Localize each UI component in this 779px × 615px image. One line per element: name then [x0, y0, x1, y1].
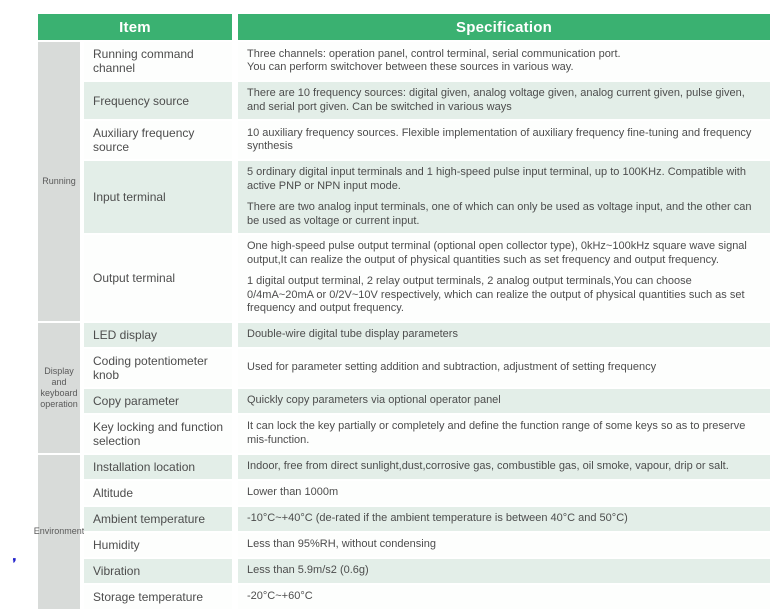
item-label: Vibration — [93, 563, 141, 578]
item-label: Output terminal — [93, 270, 176, 285]
item-cell — [84, 415, 232, 453]
spec-cell — [238, 323, 770, 347]
item-cell — [84, 585, 232, 609]
table-row — [84, 389, 770, 413]
item-label: Installation location — [93, 459, 196, 474]
spec-cell — [238, 585, 770, 609]
item-label: Humidity — [93, 537, 140, 552]
spec-text: You can perform switchover between these sources in various way. — [247, 61, 574, 73]
header-cell-item: Item — [38, 14, 232, 40]
group-rows-running — [84, 42, 770, 321]
item-label: Ambient temperature — [93, 511, 206, 526]
spec-cell — [238, 161, 770, 233]
table-row — [84, 161, 770, 233]
table-row — [84, 507, 770, 531]
item-cell — [84, 42, 232, 80]
item-label: Altitude — [93, 485, 134, 500]
item-label: Copy parameter — [93, 393, 180, 408]
spec-text: -20°C~+60°C — [247, 589, 313, 602]
item-cell — [84, 82, 232, 119]
spec-text: Lower than 1000m — [247, 485, 339, 498]
spec-text: Used for parameter setting addition and subtraction, adjustment of setting frequency — [247, 360, 657, 373]
group-rows-environment — [84, 455, 770, 609]
table-row — [84, 82, 770, 119]
table-header-row — [38, 14, 770, 40]
item-cell — [84, 481, 232, 505]
table-row — [84, 42, 770, 80]
spec-cell — [238, 533, 770, 557]
item-label: LED display — [93, 327, 158, 342]
group-section-display-keyboard — [38, 323, 770, 453]
spec-cell — [238, 82, 770, 119]
spec-cell — [238, 349, 770, 387]
spec-text: Less than 5.9m/s2 (0.6g) — [247, 563, 369, 576]
group-label-running: Running — [38, 42, 80, 321]
item-cell — [84, 507, 232, 531]
group-rows-display-keyboard — [84, 323, 770, 453]
item-cell — [84, 349, 232, 387]
spec-cell — [238, 121, 770, 159]
spec-text: -10°C~+40°C (de-rated if the ambient temperature is between 40°C and 50°C) — [247, 511, 628, 524]
table-row — [84, 585, 770, 609]
item-cell — [84, 533, 232, 557]
item-label: Key locking and function selection — [93, 419, 224, 448]
table-row — [84, 349, 770, 387]
table-row — [84, 121, 770, 159]
spec-text: Less than 95%RH, without condensing — [247, 537, 436, 550]
spec-text: 5 ordinary digital input terminals and 1 high-speed pulse input terminal, up to 100KHz. Compatible with active PNP or NPN input mode. — [247, 166, 746, 192]
spec-text: 10 auxiliary frequency sources. Flexible implementation of auxiliary frequency fine-tuning and frequency synthesis — [247, 126, 752, 152]
spec-cell — [238, 481, 770, 505]
item-cell — [84, 161, 232, 233]
item-label: Coding potentiometer knob — [93, 353, 208, 382]
group-section-environment — [33, 455, 770, 609]
spec-text: Three channels: operation panel, control terminal, serial communication port. — [247, 47, 621, 60]
spec-text: Quickly copy parameters via optional operator panel — [247, 393, 501, 406]
spec-text: 1 digital output terminal, 2 relay output terminals, 2 analog output terminals,You can choose 0/4mA~20mA or 0/2V~10V respectively, which can realize the output of physical quantities such as set frequency and output frequency. — [247, 275, 745, 314]
item-cell — [84, 235, 232, 321]
item-label: Frequency source — [93, 93, 190, 108]
item-cell — [84, 559, 232, 583]
item-cell — [84, 389, 232, 413]
spec-cell — [238, 235, 770, 321]
table-row — [84, 323, 770, 347]
spec-cell — [238, 42, 770, 80]
specification-table — [33, 14, 770, 611]
table-row — [84, 559, 770, 583]
stray-ink-mark: ❜ — [11, 555, 17, 571]
spec-text: It can lock the key partially or completely and define the function range of some keys so as to preserve mis-function. — [247, 420, 746, 446]
item-label: Auxiliary frequency source — [93, 126, 195, 154]
table-row — [84, 235, 770, 321]
spec-text: There are 10 frequency sources: digital given, analog voltage given, analog current given, pulse given, and serial port given. Can be switched in various ways — [247, 87, 745, 113]
spec-text: One high-speed pulse output terminal (optional open collector type), 0kHz~100kHz square wave signal output,It can realize the output of physical quantities such as set frequency and output frequency. — [247, 240, 747, 266]
item-cell — [84, 323, 232, 347]
item-cell — [84, 455, 232, 479]
header-cell-specification: Specification — [238, 14, 770, 40]
item-label: Running command channel — [93, 47, 194, 75]
spec-cell — [238, 507, 770, 531]
spec-cell — [238, 389, 770, 413]
item-cell — [84, 121, 232, 159]
group-label-display-keyboard: Display and keyboard operation — [38, 323, 80, 453]
spec-text: Indoor, free from direct sunlight,dust,corrosive gas, combustible gas, oil smoke, vapour, drip or salt. — [247, 459, 729, 472]
spec-text: Double-wire digital tube display parameters — [247, 327, 458, 340]
group-label-environment: Environment — [38, 455, 80, 609]
table-row — [84, 415, 770, 453]
item-label: Input terminal — [93, 190, 166, 204]
spec-text: There are two analog input terminals, one of which can only be used as voltage input, and the other can be used as voltage or current input. — [247, 201, 752, 227]
item-label: Storage temperature — [93, 589, 204, 604]
spec-cell — [238, 559, 770, 583]
group-section-running — [38, 42, 770, 321]
table-row — [84, 481, 770, 505]
spec-cell — [238, 415, 770, 453]
spec-cell — [238, 455, 770, 479]
table-row — [84, 455, 770, 479]
table-row — [84, 533, 770, 557]
